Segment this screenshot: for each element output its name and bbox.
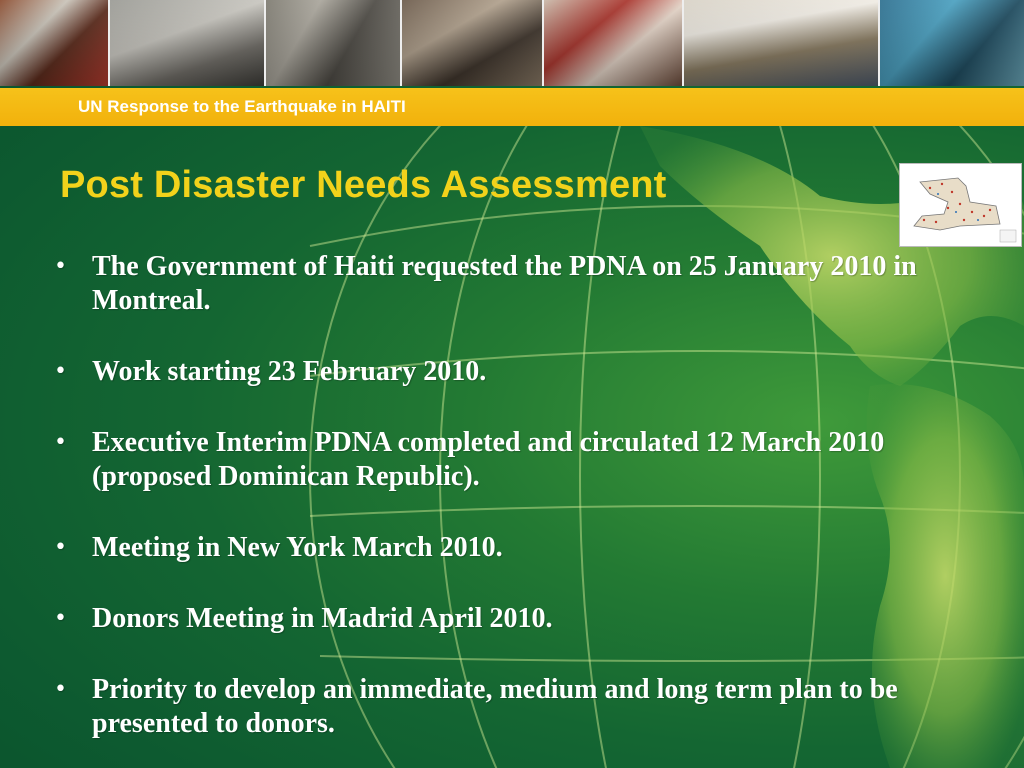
bullet-text: Priority to develop an immediate, medium and long term plan to be presented to donors. — [92, 674, 898, 739]
haiti-map-icon — [900, 164, 1021, 246]
bullet-item — [52, 426, 932, 494]
injured-child-photo — [0, 0, 110, 86]
haiti-map-thumbnail — [899, 163, 1022, 247]
aid-workers-photo — [684, 0, 880, 86]
bullet-text: Executive Interim PDNA completed and circulated 12 March 2010 (proposed Dominican Republic). — [92, 427, 885, 492]
bullet-item — [52, 250, 932, 318]
bullet-item — [52, 355, 932, 389]
slide-title: Post Disaster Needs Assessment — [60, 164, 667, 206]
rescued-girl-photo — [544, 0, 684, 86]
bullet-text: The Government of Haiti requested the PDNA on 25 January 2010 in Montreal. — [92, 251, 917, 316]
crowd-rubble-photo — [266, 0, 402, 86]
bullet-icon: • — [54, 535, 67, 560]
bullet-text: Donors Meeting in Madrid April 2010. — [92, 603, 553, 634]
header-band — [0, 88, 1024, 126]
medical-staff-photo — [880, 0, 1024, 86]
bullet-icon: • — [54, 430, 67, 455]
bullet-icon: • — [54, 606, 67, 631]
bullet-icon: • — [54, 359, 67, 384]
bullet-text: Meeting in New York March 2010. — [92, 532, 503, 563]
bullet-text: Work starting 23 February 2010. — [92, 356, 487, 387]
street-rubble-photo — [110, 0, 266, 86]
header-text: UN Response to the Earthquake in HAITI — [78, 97, 406, 116]
photo-strip — [0, 0, 1024, 86]
bullet-list — [52, 250, 932, 768]
bullet-item — [52, 673, 932, 741]
bullet-item — [52, 602, 932, 636]
bullet-icon: • — [54, 677, 67, 702]
bullet-item — [52, 531, 932, 565]
bullet-icon: • — [54, 254, 67, 279]
survivors-photo — [402, 0, 544, 86]
